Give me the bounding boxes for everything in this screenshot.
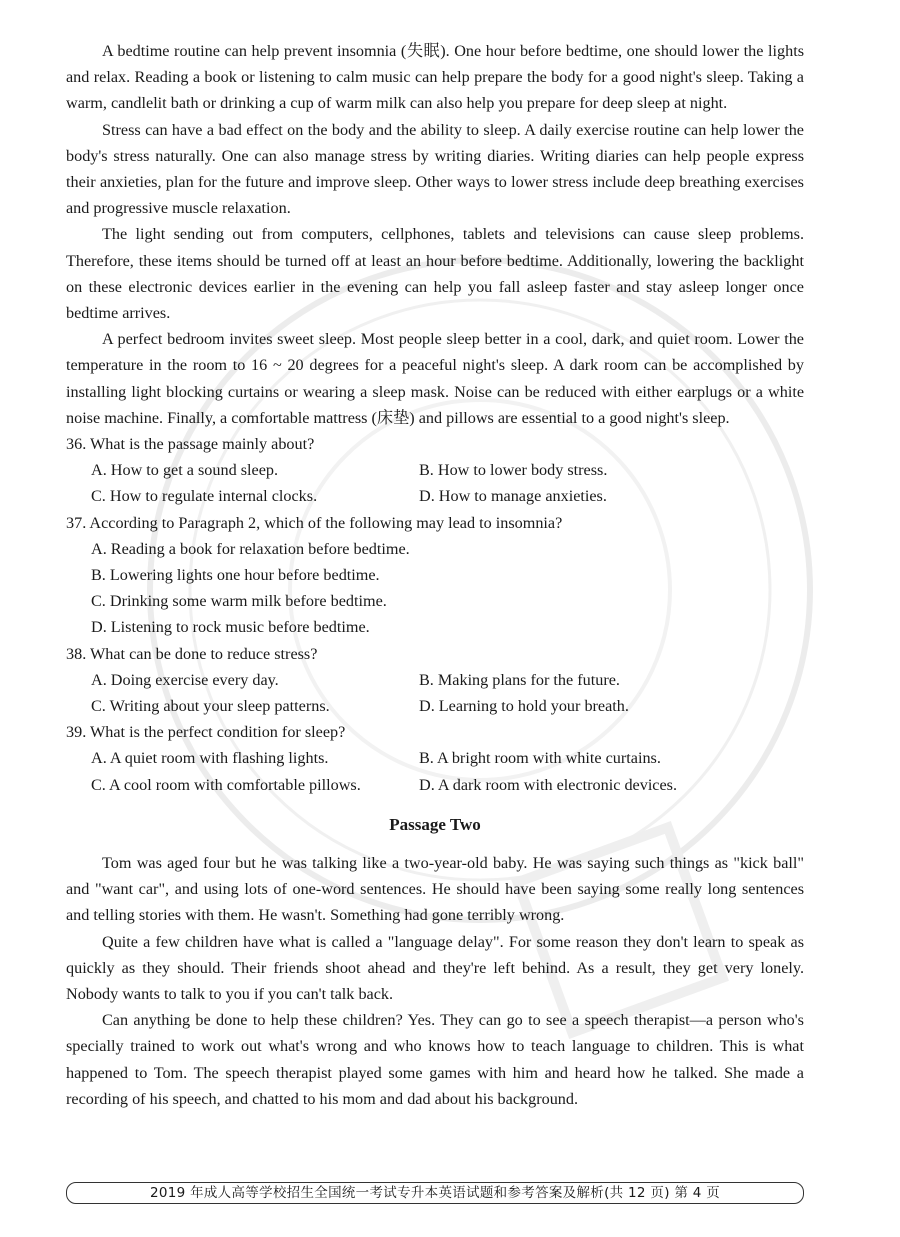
passage-one-paragraph-3: The light sending out from computers, cellphones, tablets and televisions can cause sleep problems. Therefore, these items should be turned off at least an hour before bedtime. Additionally, lowering the backlight on these electronic devices earlier in the evening can help you fall asleep faster and stay asleep longer once bedtime arrives. (66, 225, 804, 323)
page-footer: 2019 年成人高等学校招生全国统一考试专升本英语试题和参考答案及解析(共 12 页) 第 4 页 (66, 1182, 804, 1204)
option-d: D. A dark room with electronic devices. (419, 775, 678, 794)
passage-two-paragraph-1: Tom was aged four but he was talking like a two-year-old baby. He was saying such things as "kick ball" and "want car", and using lots of one-word sentences. He should have been saying some really long sentences and telling stories with them. He wasn't. Something had gone terribly wrong. (66, 853, 804, 925)
question-38 (66, 641, 804, 720)
option-d: D. Learning to hold your breath. (419, 697, 629, 716)
option-b: B. Lowering lights one hour before bedtime. (91, 566, 380, 585)
option-c: C. Writing about your sleep patterns. (91, 697, 330, 716)
question-37 (66, 510, 804, 641)
passage-one (66, 38, 804, 431)
option-b: B. How to lower body stress. (419, 461, 608, 480)
question-stem: 37. According to Paragraph 2, which of the following may lead to insomnia? (66, 513, 563, 532)
question-stem: 36. What is the passage mainly about? (66, 435, 315, 454)
passage-two-title: Passage Two (389, 814, 481, 834)
option-a: A. A quiet room with flashing lights. (91, 749, 329, 768)
passage-one-paragraph-1: A bedtime routine can help prevent insomnia (失眠). One hour before bedtime, one should lower the lights and relax. Reading a book or listening to calm music can help prepare the body for a good night's sleep. Taking a warm, candlelit bath or drinking a cup of warm milk can also help you prepare for deep sleep at night. (66, 42, 804, 113)
passage-one-paragraph-4: A perfect bedroom invites sweet sleep. Most people sleep better in a cool, dark, and quiet room. Lower the temperature in the room to 16 ~ 20 degrees for a peaceful night's sleep. A dark room can be accomplished by installing light blocking curtains or wearing a sleep mask. Noise can be reduced with either earplugs or a white noise machine. Finally, a comfortable mattress (床垫) and pillows are essential to a good night's sleep. (66, 330, 804, 427)
passage-one-paragraph-2: Stress can have a bad effect on the body and the ability to sleep. A daily exercise routine can help lower the body's stress naturally. One can also manage stress by writing diaries. Writing diaries can help people express their anxieties, plan for the future and improve sleep. Other ways to lower stress include deep breathing exercises and progressive muscle relaxation. (66, 120, 804, 218)
option-a: A. Reading a book for relaxation before bedtime. (91, 539, 410, 558)
option-c: C. How to regulate internal clocks. (91, 487, 318, 506)
option-d: D. Listening to rock music before bedtime. (91, 618, 370, 637)
option-a: A. Doing exercise every day. (91, 670, 279, 689)
passage-two (66, 850, 804, 1112)
option-a: A. How to get a sound sleep. (91, 461, 279, 480)
question-stem: 38. What can be done to reduce stress? (66, 644, 318, 663)
option-c: C. Drinking some warm milk before bedtime. (91, 592, 387, 611)
question-39 (66, 719, 804, 798)
exam-page-content (66, 38, 804, 1112)
question-36 (66, 431, 804, 510)
option-b: B. A bright room with white curtains. (419, 749, 661, 768)
option-c: C. A cool room with comfortable pillows. (91, 775, 361, 794)
passage-two-paragraph-2: Quite a few children have what is called a "language delay". For some reason they don't learn to speak as quickly as they should. Their friends shoot ahead and they're left behind. As a result, they get very lonely. Nobody wants to talk to you if you can't talk back. (66, 932, 804, 1003)
option-d: D. How to manage anxieties. (419, 487, 607, 506)
option-b: B. Making plans for the future. (419, 670, 620, 689)
passage-two-paragraph-3: Can anything be done to help these children? Yes. They can go to see a speech therapist—a person who's specially trained to work out what's wrong and who knows how to teach language to children. This is what happened to Tom. The speech therapist played some games with him and heard how he talked. She made a recording of his speech, and chatted to his mom and dad about his background. (66, 1011, 804, 1108)
question-stem: 39. What is the perfect condition for sleep? (66, 723, 346, 742)
